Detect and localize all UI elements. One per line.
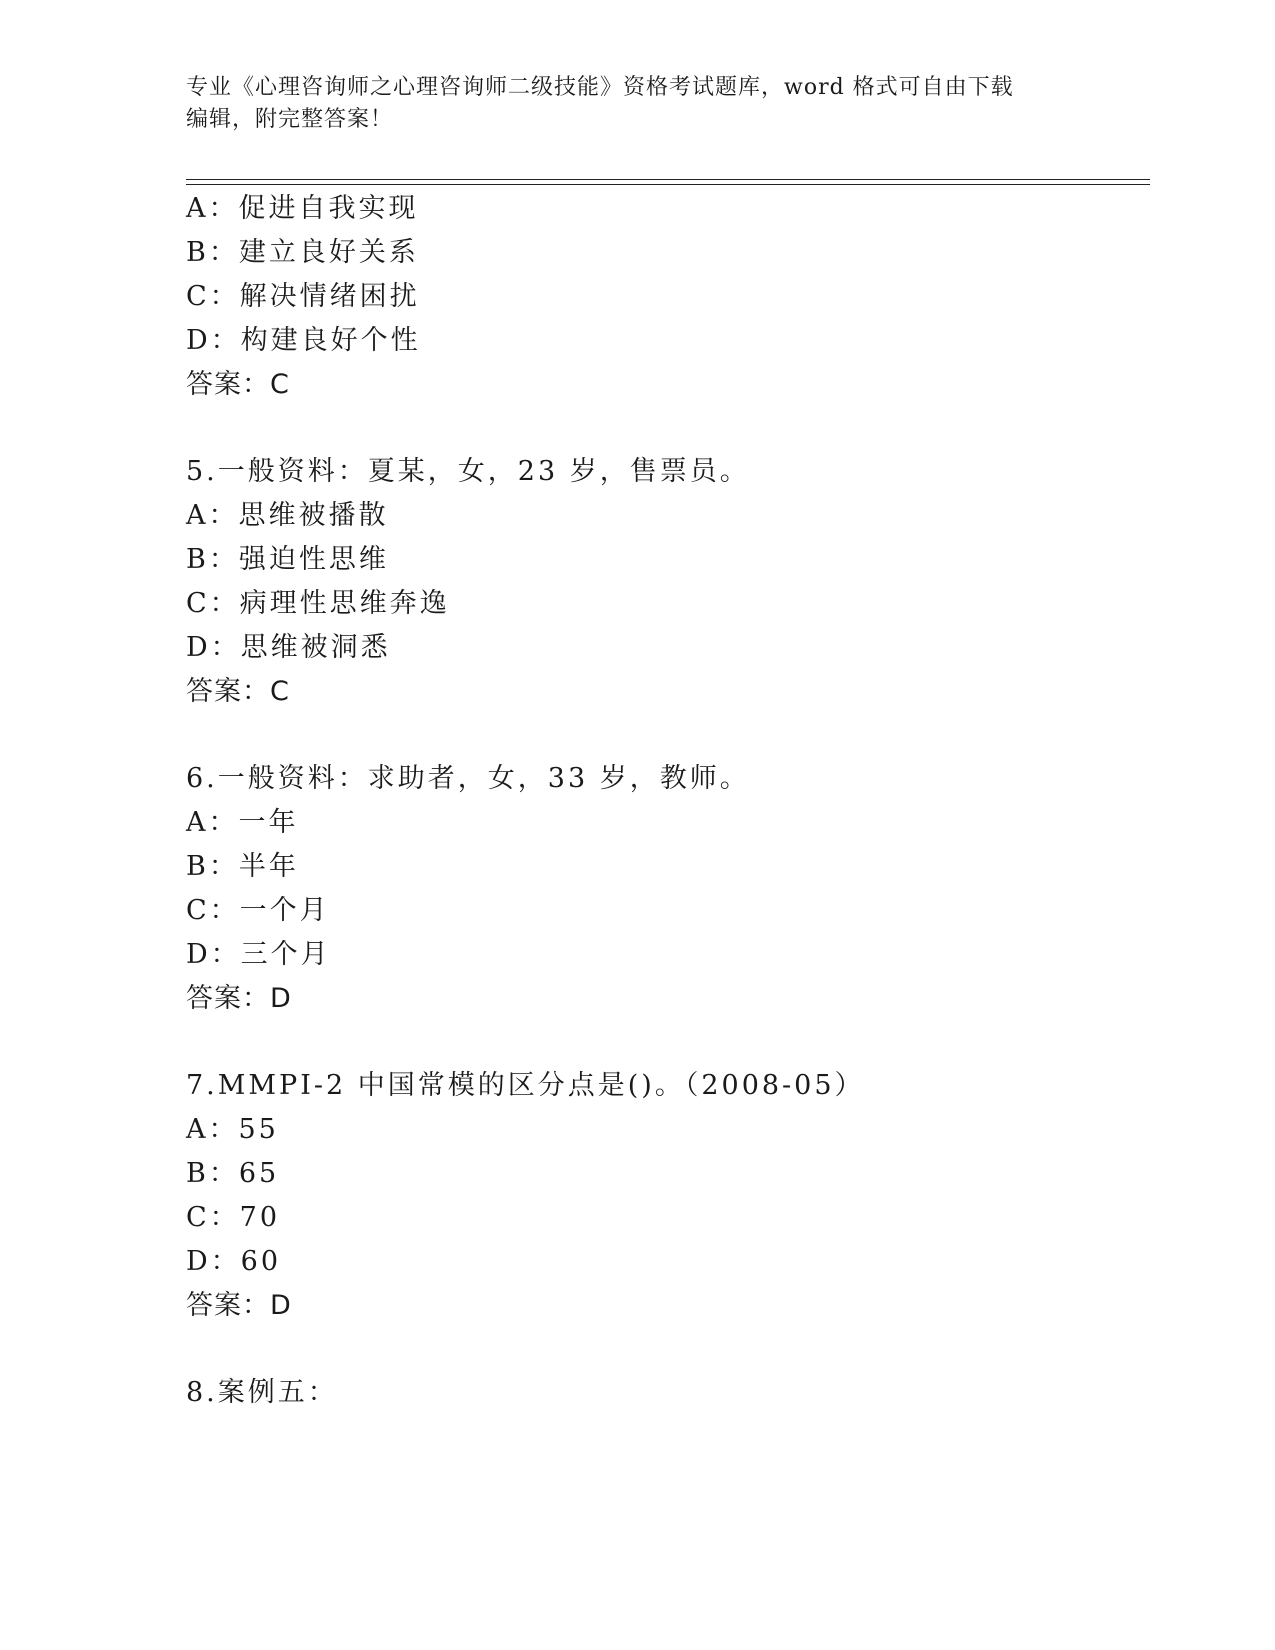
q7-option-c: C：70 bbox=[186, 1202, 281, 1233]
q5-stem: 5.一般资料：夏某，女，23 岁，售票员。 bbox=[186, 456, 750, 487]
header-line-2: 编辑，附完整答案！ bbox=[186, 107, 394, 132]
q5-option-b: B：强迫性思维 bbox=[186, 544, 389, 575]
q6-answer: 答案：D bbox=[186, 983, 292, 1014]
q7-answer: 答案：D bbox=[186, 1290, 292, 1321]
q4-option-b: B：建立良好关系 bbox=[186, 237, 419, 268]
q7-stem: 7.MMPI-2 中国常模的区分点是()。（2008-05） bbox=[186, 1070, 865, 1101]
header-divider-bottom bbox=[186, 184, 1150, 185]
header-divider-top bbox=[186, 179, 1150, 180]
q5-option-d: D：思维被洞悉 bbox=[186, 632, 391, 663]
q4-option-d: D：构建良好个性 bbox=[186, 325, 421, 356]
q5-option-c: C：病理性思维奔逸 bbox=[186, 588, 450, 619]
q4-option-a: A：促进自我实现 bbox=[186, 193, 419, 224]
q5-option-a: A：思维被播散 bbox=[186, 500, 389, 531]
q4-option-c: C：解决情绪困扰 bbox=[186, 281, 420, 312]
document-header bbox=[186, 72, 1066, 136]
q6-option-a: A：一年 bbox=[186, 807, 299, 838]
q6-option-c: C：一个月 bbox=[186, 895, 330, 926]
q7-option-d: D：60 bbox=[186, 1246, 282, 1277]
q6-option-b: B：半年 bbox=[186, 851, 299, 882]
header-line-1: 专业《心理咨询师之心理咨询师二级技能》资格考试题库，word 格式可自由下载 bbox=[186, 75, 1014, 100]
q7-option-b: B：65 bbox=[186, 1158, 280, 1189]
q4-answer: 答案：C bbox=[186, 369, 290, 400]
q6-option-d: D：三个月 bbox=[186, 939, 331, 970]
q5-answer: 答案：C bbox=[186, 676, 290, 707]
q7-option-a: A：55 bbox=[186, 1114, 279, 1145]
q8-stem: 8.案例五： bbox=[186, 1377, 338, 1408]
q6-stem: 6.一般资料：求助者，女，33 岁，教师。 bbox=[186, 763, 750, 794]
